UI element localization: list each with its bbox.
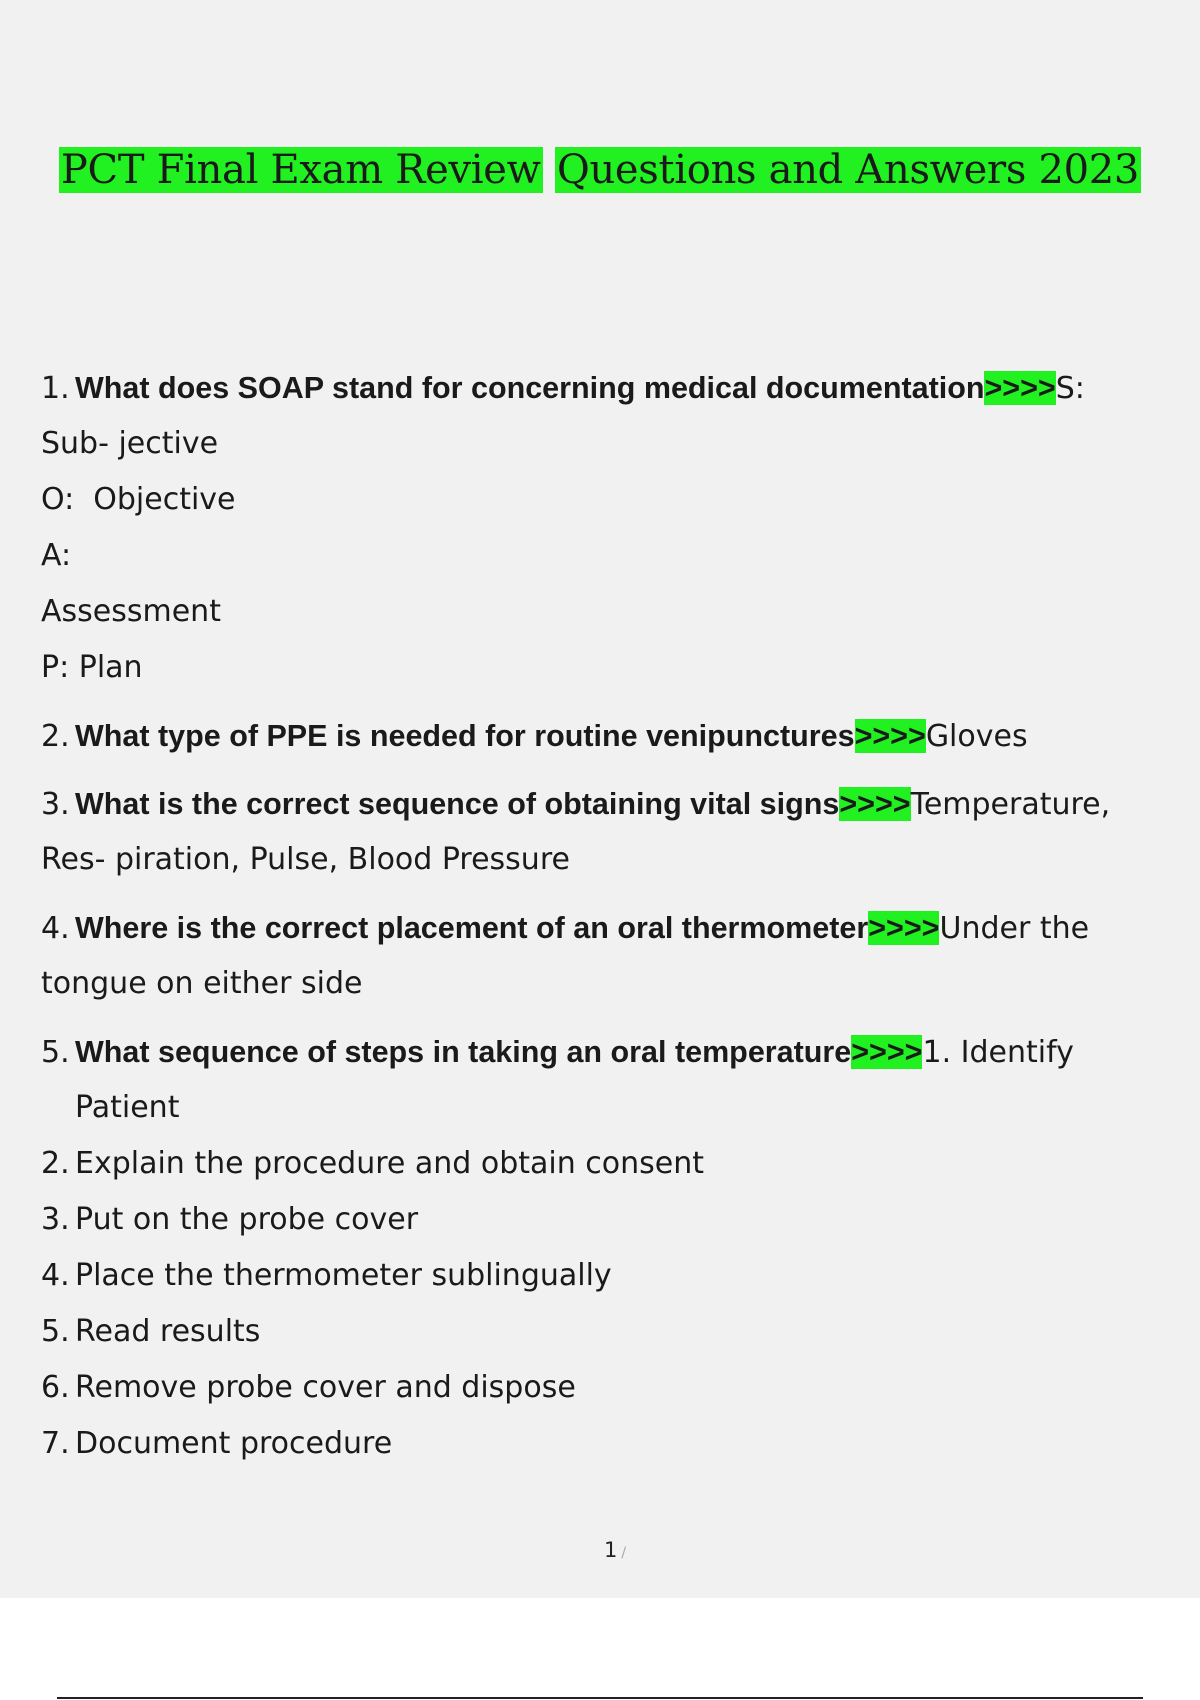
q5-step bbox=[41, 1136, 1181, 1192]
step-text: Place the thermometer sublingually bbox=[75, 1258, 612, 1293]
q5-step bbox=[41, 1304, 1181, 1360]
q2-line bbox=[41, 708, 1181, 764]
q2-marker: >>>> bbox=[854, 719, 926, 753]
q1-answer-line: O: Objective bbox=[41, 482, 236, 517]
step-text: Read results bbox=[75, 1314, 261, 1349]
title-part-2: Questions and Answers 2023 bbox=[556, 147, 1140, 193]
q5-answer-cont-text: Patient bbox=[75, 1090, 180, 1125]
page-divider bbox=[57, 1697, 1143, 1699]
q4-line bbox=[41, 900, 1181, 956]
q1-line bbox=[41, 360, 1181, 416]
page-slash: / bbox=[621, 1545, 627, 1561]
step-text: Document procedure bbox=[75, 1426, 393, 1461]
q5-step bbox=[41, 1360, 1181, 1416]
q2-answer: Gloves bbox=[925, 719, 1028, 754]
q3-question: What is the correct sequence of obtaining vital signs bbox=[75, 787, 840, 821]
q5-number: 5. bbox=[41, 1035, 70, 1070]
step-number: 4. bbox=[41, 1258, 70, 1293]
q4-number: 4. bbox=[41, 911, 70, 946]
q1-answer-line: Sub- jective bbox=[41, 426, 219, 461]
document-title bbox=[0, 144, 1200, 196]
q3-answer-cont: Res- piration, Pulse, Blood Pressure bbox=[41, 842, 570, 877]
q5-step bbox=[41, 1192, 1181, 1248]
step-text: Explain the procedure and obtain consent bbox=[75, 1146, 705, 1181]
q3-number: 3. bbox=[41, 787, 70, 822]
step-number: 7. bbox=[41, 1426, 70, 1461]
step-number: 2. bbox=[41, 1146, 70, 1181]
q1-question: What does SOAP stand for concerning medical documentation bbox=[75, 371, 985, 405]
step-number: 3. bbox=[41, 1202, 70, 1237]
q1-answer-line: P: Plan bbox=[41, 650, 143, 685]
q5-marker: >>>> bbox=[851, 1035, 923, 1069]
page-number: 1 bbox=[603, 1538, 618, 1562]
title-part-1: PCT Final Exam Review bbox=[60, 147, 541, 193]
q1-answer-line: Assessment bbox=[41, 594, 221, 629]
q5-step bbox=[41, 1416, 1181, 1472]
q2-number: 2. bbox=[41, 719, 70, 754]
step-number: 6. bbox=[41, 1370, 70, 1405]
q4-marker: >>>> bbox=[868, 911, 940, 945]
q3-line bbox=[41, 776, 1181, 832]
q1-number: 1. bbox=[41, 371, 70, 406]
step-text: Remove probe cover and dispose bbox=[75, 1370, 576, 1405]
q1-marker: >>>> bbox=[984, 371, 1056, 405]
q4-answer-first: Under the bbox=[939, 911, 1090, 946]
q1-answer-first: S: bbox=[1055, 371, 1085, 406]
q2-question: What type of PPE is needed for routine venipunctures bbox=[75, 719, 855, 753]
step-text: Put on the probe cover bbox=[75, 1202, 419, 1237]
q5-question: What sequence of steps in taking an oral temperature bbox=[75, 1035, 852, 1069]
q4-answer-cont: tongue on either side bbox=[41, 966, 363, 1001]
q5-step bbox=[41, 1248, 1181, 1304]
q4-question: Where is the correct placement of an oral thermometer bbox=[75, 911, 869, 945]
q5-answer-cont bbox=[41, 1080, 1181, 1136]
step-number: 5. bbox=[41, 1314, 70, 1349]
qa-content bbox=[41, 360, 1181, 1472]
q5-answer-first: 1. Identify bbox=[922, 1035, 1074, 1070]
q5-line bbox=[41, 1024, 1181, 1080]
page-footer bbox=[0, 1538, 1200, 1562]
q3-answer-first: Temperature, bbox=[910, 787, 1111, 822]
q3-marker: >>>> bbox=[839, 787, 911, 821]
q1-answer-line: A: bbox=[41, 538, 72, 573]
